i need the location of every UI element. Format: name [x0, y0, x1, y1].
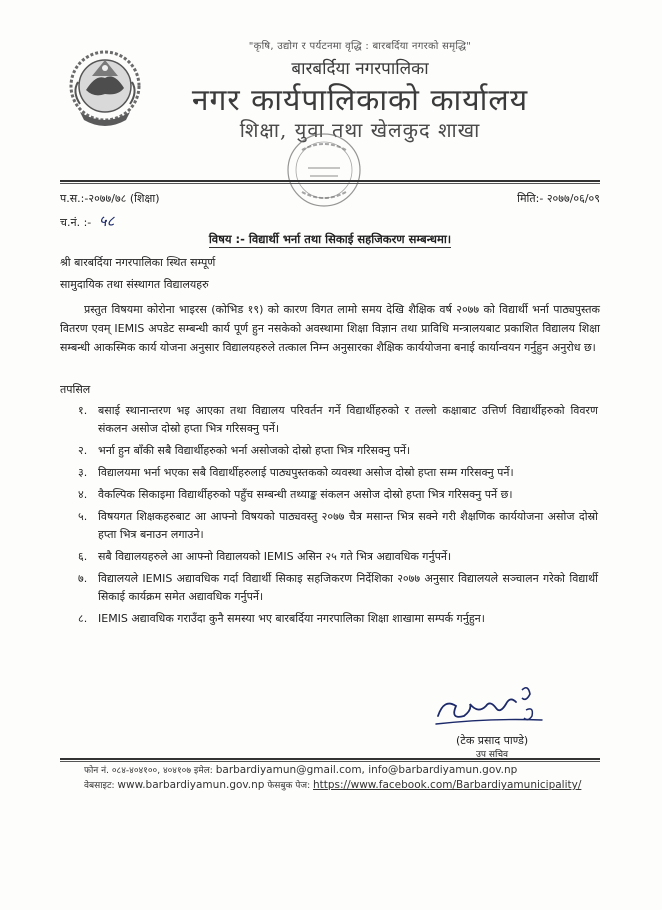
recipient-line-2: सामुदायिक तथा संस्थागत विद्यालयहरु — [60, 278, 209, 291]
item-text: भर्ना हुन बाँकी सबै विद्यार्थीहरुको भर्ना असोजको दोस्रो हप्ता भित्र गरिसक्नु पर्ने। — [98, 444, 411, 457]
facebook-label: फेसबुक पेज: — [267, 781, 311, 791]
item-number: ६. — [78, 550, 88, 563]
instruction-list — [78, 402, 598, 632]
item-text: IEMIS अद्यावधिक गराउँदा कुनै समस्या भए बारबर्दिया नगरपालिका शिक्षा शाखामा सम्पर्क गर्नुहुन। — [98, 612, 485, 625]
office-stamp-icon — [272, 130, 372, 212]
nepal-emblem-icon — [66, 42, 144, 132]
item-text: विषयगत शिक्षकहरुबाट आ आफ्नो विषयको पाठ्यवस्तु २०७७ चैत्र मसान्त भित्र सक्ने गरी शैक्षणिक कार्ययोजना असोज दोस्रो हप्ता भित्र बनाउन लगाउने। — [98, 510, 598, 541]
dispatch-number-value: ५८ — [98, 212, 115, 230]
list-item — [78, 570, 598, 606]
dispatch-label: च.नं. :- — [60, 216, 92, 229]
signatory-name: (टेक प्रसाद पाण्डे) — [456, 734, 529, 747]
dispatch-number — [60, 211, 114, 231]
list-item — [78, 486, 598, 504]
footer-divider-thin — [60, 761, 600, 762]
website-label: वेबसाइट: — [84, 781, 115, 791]
item-number: ७. — [78, 572, 88, 585]
item-text: बसाई स्थानान्तरण भइ आएका तथा विद्यालय परिवर्तन गर्ने विद्यार्थीहरुको र तल्लो कक्षाबाट उत्तिर्ण विद्यार्थीहरुको विवरण संकलन असोज दोस्रो हप्ता भित्र गरिसक्नु पर्ने। — [98, 404, 598, 435]
list-item — [78, 402, 598, 438]
municipality-motto: "कृषि, उद्योग र पर्यटनमा वृद्धि : बारबर्दिया नगरको समृद्धि" — [248, 41, 472, 52]
item-number: ३. — [78, 466, 88, 479]
footer-divider — [60, 758, 600, 760]
list-item — [78, 464, 598, 482]
header-divider — [60, 180, 600, 182]
item-number: १. — [78, 404, 88, 417]
item-text: वैकल्पिक सिकाइमा विद्यार्थीहरुको पहुँच सम्बन्धी तथ्याङ्क संकलन असोज दोस्रो हप्ता भित्र गरिसक्नु पर्ने छ। — [98, 488, 513, 501]
recipient-line-1: श्री बारबर्दिया नगरपालिका स्थित सम्पूर्ण — [60, 256, 216, 269]
subject-text: विषय :- विद्यार्थी भर्ना तथा सिकाई सहजिकरण सम्बन्धमा। — [208, 232, 452, 246]
office-name: नगर कार्यपालिकाको कार्यालय — [191, 83, 529, 118]
item-number: २. — [78, 444, 88, 457]
email-label: इमेल: — [193, 766, 213, 776]
facebook-link[interactable]: https://www.facebook.com/Barbardiyamunicipality/ — [312, 779, 582, 791]
list-item — [78, 442, 598, 460]
item-number: ५. — [78, 510, 88, 523]
header-divider-thin — [60, 183, 600, 184]
section-name: शिक्षा, युवा तथा खेलकुद शाखा — [239, 118, 481, 142]
municipality-name: बारबर्दिया नगरपालिका — [291, 59, 429, 79]
letter-subject — [60, 232, 600, 247]
reference-number: प.स.:-२०७७/७८ (शिक्षा) — [60, 192, 160, 205]
footer-contact-line — [84, 763, 517, 776]
phone-label: फोन नं. — [84, 766, 109, 776]
item-text: सबै विद्यालयहरुले आ आफ्नो विद्यालयको IEMIS असिन २५ गते भित्र अद्यावधिक गर्नुपर्ने। — [98, 550, 452, 563]
signatory-title: उप सचिव — [476, 750, 509, 760]
letter-body: प्रस्तुत विषयमा कोरोना भाइरस (कोभिड १९) को कारण विगत लामो समय देखि शैक्षिक वर्ष २०७७ को विद्यार्थी भर्ना पाठ्यपुस्तक वितरण एवम् IEMIS अपडेट सम्बन्धी कार्य पूर्ण हुन नसकेको अवस्थामा शिक्षा विज्ञान तथा प्राविधि मन्त्रालयबाट प्रकाशित विद्यालय शिक्षा सम्बन्धी आकस्मिक कार्य योजना अनुसार विद्यालयहरुले तत्काल निम्न अनुसारका शैक्षिक कार्ययोजना बनाई कार्यान्वयन गर्नुहुन अनुरोध छ। — [60, 303, 600, 354]
list-item — [78, 508, 598, 544]
website-link[interactable]: www.barbardiyamun.gov.np — [117, 779, 265, 791]
item-number: ४. — [78, 488, 88, 501]
letter-date: मिति:- २०७७/०६/०९ — [517, 192, 600, 205]
item-number: ८. — [78, 612, 88, 625]
list-item — [78, 548, 598, 566]
item-text: विद्यालयमा भर्ना भएका सबै विद्यार्थीहरुलाई पाठ्यपुस्तकको व्यवस्था असोज दोस्रो हप्ता सम्म गरिसक्नु पर्ने। — [98, 466, 514, 479]
phone-numbers: ०८४-४०४१००, ४०४१०७ — [111, 766, 192, 776]
handwritten-signature — [430, 680, 550, 736]
footer-web-line — [84, 778, 581, 791]
details-heading: तपसिल — [60, 383, 91, 396]
email-addresses[interactable]: barbardiyamun@gmail.com, info@barbardiyamun.gov.np — [215, 764, 518, 776]
list-item — [78, 610, 598, 628]
item-text: विद्यालयले IEMIS अद्यावधिक गर्दा विद्यार्थी सिकाइ सहजिकरण निर्देशिका २०७७ अनुसार विद्यालयले सञ्चालन गरेको विद्यार्थी सिकाई कार्यक्रम समेत अद्यावधिक गर्नुपर्ने। — [98, 572, 598, 603]
